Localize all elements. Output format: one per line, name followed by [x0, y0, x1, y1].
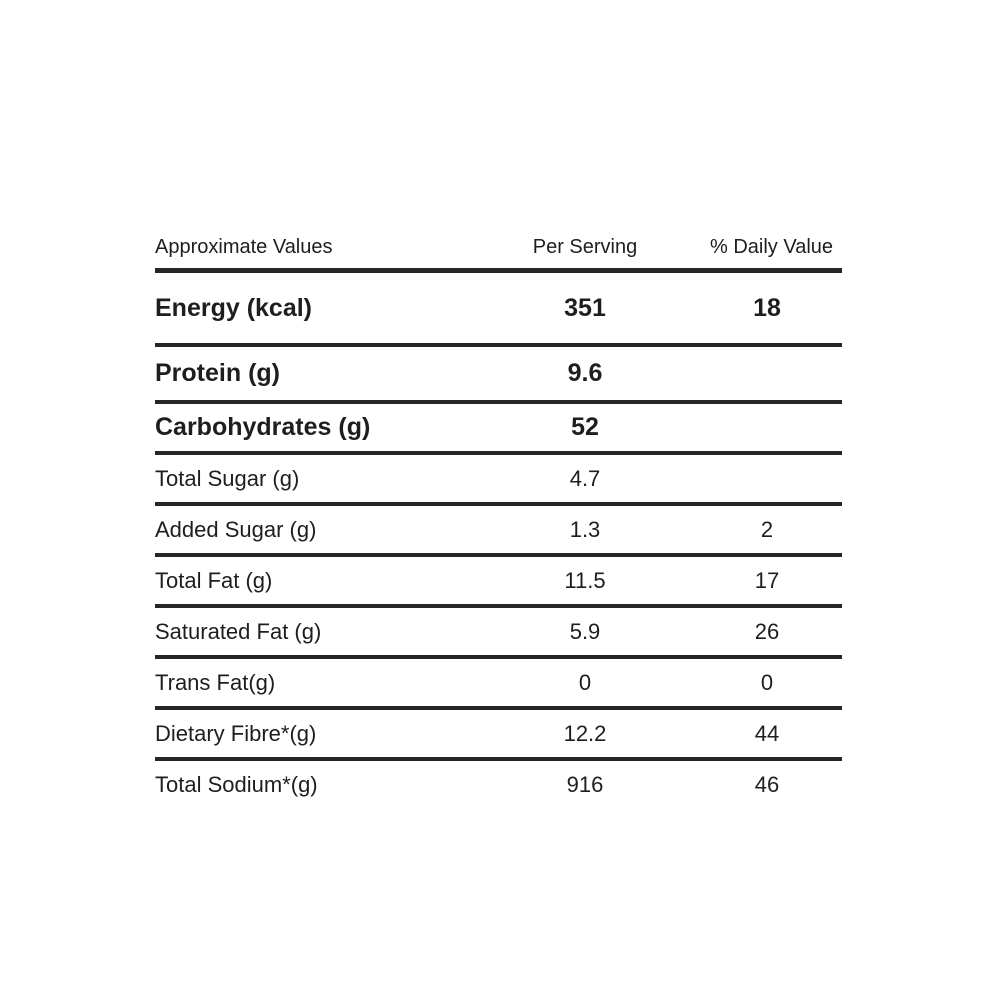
daily-value-percent: 26 [754, 618, 780, 644]
table-row [155, 273, 842, 347]
per-serving-value: 9.6 [567, 359, 603, 387]
daily-value-percent: 18 [753, 293, 781, 322]
per-serving-value: 5.9 [569, 618, 601, 644]
nutrient-label: Carbohydrates (g) [155, 413, 371, 441]
daily-value-percent: 0 [760, 669, 774, 695]
nutrient-label: Dietary Fibre*(g) [155, 720, 317, 746]
nutrient-label: Total Sodium*(g) [155, 771, 318, 797]
daily-value-percent: 44 [754, 720, 780, 746]
nutrient-label: Saturated Fat (g) [155, 618, 322, 644]
per-serving-value: 52 [571, 413, 599, 441]
per-serving-value: 1.3 [569, 516, 601, 542]
table-row [155, 557, 842, 608]
nutrient-label: Protein (g) [155, 359, 280, 387]
per-serving-value: 351 [564, 293, 606, 322]
per-serving-value: 4.7 [569, 465, 601, 491]
table-row [155, 347, 842, 404]
nutrient-label: Trans Fat(g) [155, 669, 276, 695]
per-serving-value: 916 [566, 771, 604, 797]
table-row [155, 659, 842, 710]
table-row [155, 455, 842, 506]
table-row [155, 608, 842, 659]
header-per-serving: Per Serving [532, 235, 638, 258]
nutrient-label: Energy (kcal) [155, 293, 313, 322]
per-serving-value: 12.2 [563, 720, 607, 746]
per-serving-value: 0 [578, 669, 592, 695]
nutrient-label: Total Sugar (g) [155, 465, 300, 491]
table-row [155, 404, 842, 455]
table-row [155, 710, 842, 761]
table-row [155, 761, 842, 808]
per-serving-value: 11.5 [564, 567, 606, 593]
nutrition-table-body [155, 273, 842, 808]
nutrition-table [155, 226, 842, 808]
table-header-row [155, 226, 842, 273]
nutrient-label: Added Sugar (g) [155, 516, 317, 542]
daily-value-percent: 17 [754, 567, 780, 593]
nutrient-label: Total Fat (g) [155, 567, 273, 593]
header-daily-value: % Daily Value [710, 235, 834, 258]
header-approximate-values: Approximate Values [155, 235, 333, 258]
daily-value-percent: 2 [760, 516, 774, 542]
table-row [155, 506, 842, 557]
daily-value-percent: 46 [754, 771, 780, 797]
